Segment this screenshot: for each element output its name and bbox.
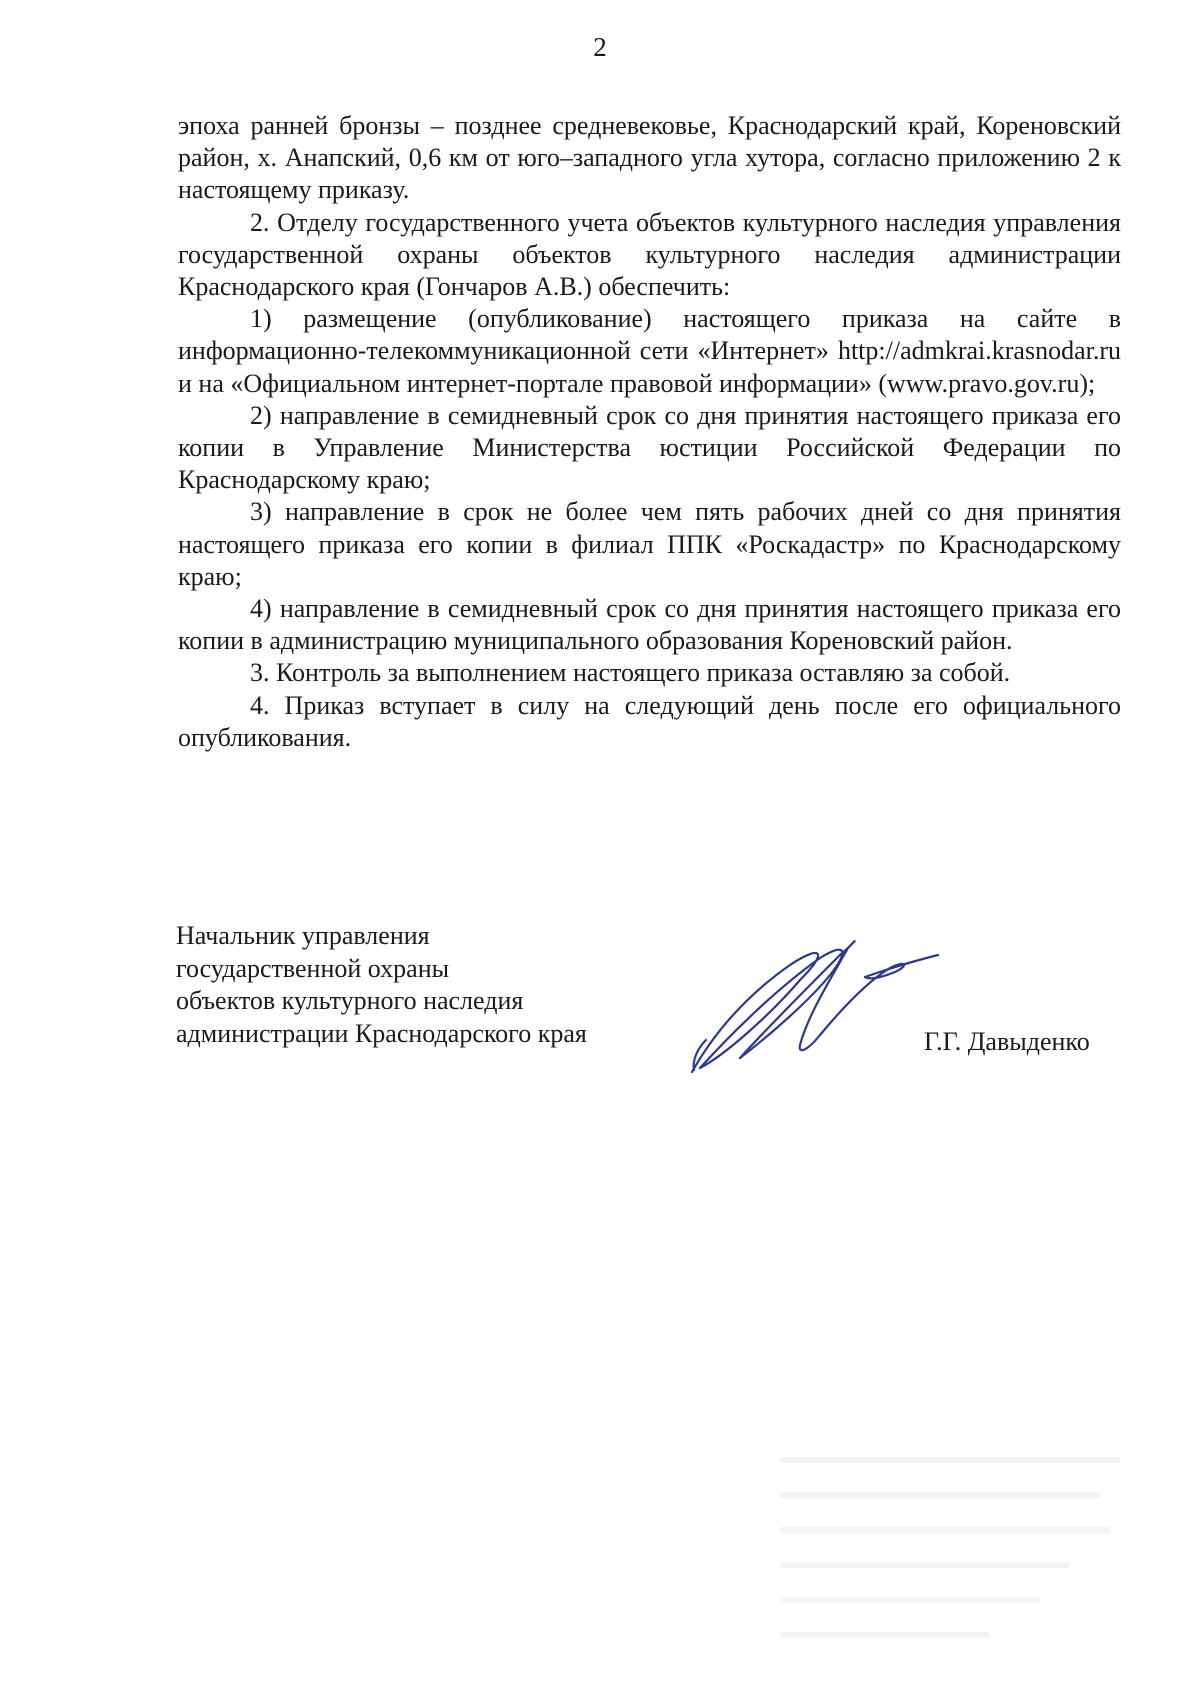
paragraph-item-4: 4. Приказ вступает в силу на следующий день после его официального опубликования. bbox=[178, 690, 1121, 752]
paragraph-item-2: 2. Отделу государственного учета объектов культурного наследия управления государственной охраны объектов культурного наследия администрации Краснодарского края (Гончаров А.В.) обеспечить: bbox=[178, 207, 1121, 302]
signer-position bbox=[176, 920, 587, 1050]
signer-position-line: объектов культурного наследия bbox=[176, 986, 524, 1015]
paragraph-subitem-1: 1) размещение (опубликование) настоящего приказа на сайте в информационно-телекоммуникационной сети «Интернет» http://admkrai.krasnodar.ru и на «Официальном интернет-портале правовой информации» (www.pravo.gov.ru); bbox=[178, 304, 1121, 398]
document-body bbox=[178, 110, 1121, 754]
page-number: 2 bbox=[593, 32, 607, 62]
handwritten-signature bbox=[680, 920, 940, 1080]
signer-position-line: Начальник управления bbox=[176, 921, 430, 950]
signer-position-line: государственной охраны bbox=[176, 953, 450, 983]
signer-name: Г.Г. Давыденко bbox=[924, 1027, 1090, 1056]
scan-bleed-through bbox=[740, 1440, 1140, 1690]
paragraph-continuation: эпоха ранней бронзы – позднее средневековье, Краснодарский край, Кореновский район, х. Анапский, 0,6 км от юго–западного угла хутора, согласно приложению 2 к настоящему приказу. bbox=[178, 111, 1121, 205]
paragraph-subitem-3: 3) направление в срок не более чем пять рабочих дней со дня принятия настоящего приказа его копии в филиал ППК «Роскадастр» по Краснодарскому краю; bbox=[178, 497, 1121, 591]
paragraph-item-3: 3. Контроль за выполнением настоящего приказа оставляю за собой. bbox=[250, 658, 1011, 688]
paragraph-subitem-4: 4) направление в семидневный срок со дня принятия настоящего приказа его копии в администрацию муниципального образования Кореновский район. bbox=[178, 594, 1121, 656]
paragraph-subitem-2: 2) направление в семидневный срок со дня принятия настоящего приказа его копии в Управление Министерства юстиции Российской Федерации по Краснодарскому краю; bbox=[178, 400, 1121, 495]
signer-position-line: администрации Краснодарского края bbox=[176, 1018, 587, 1048]
